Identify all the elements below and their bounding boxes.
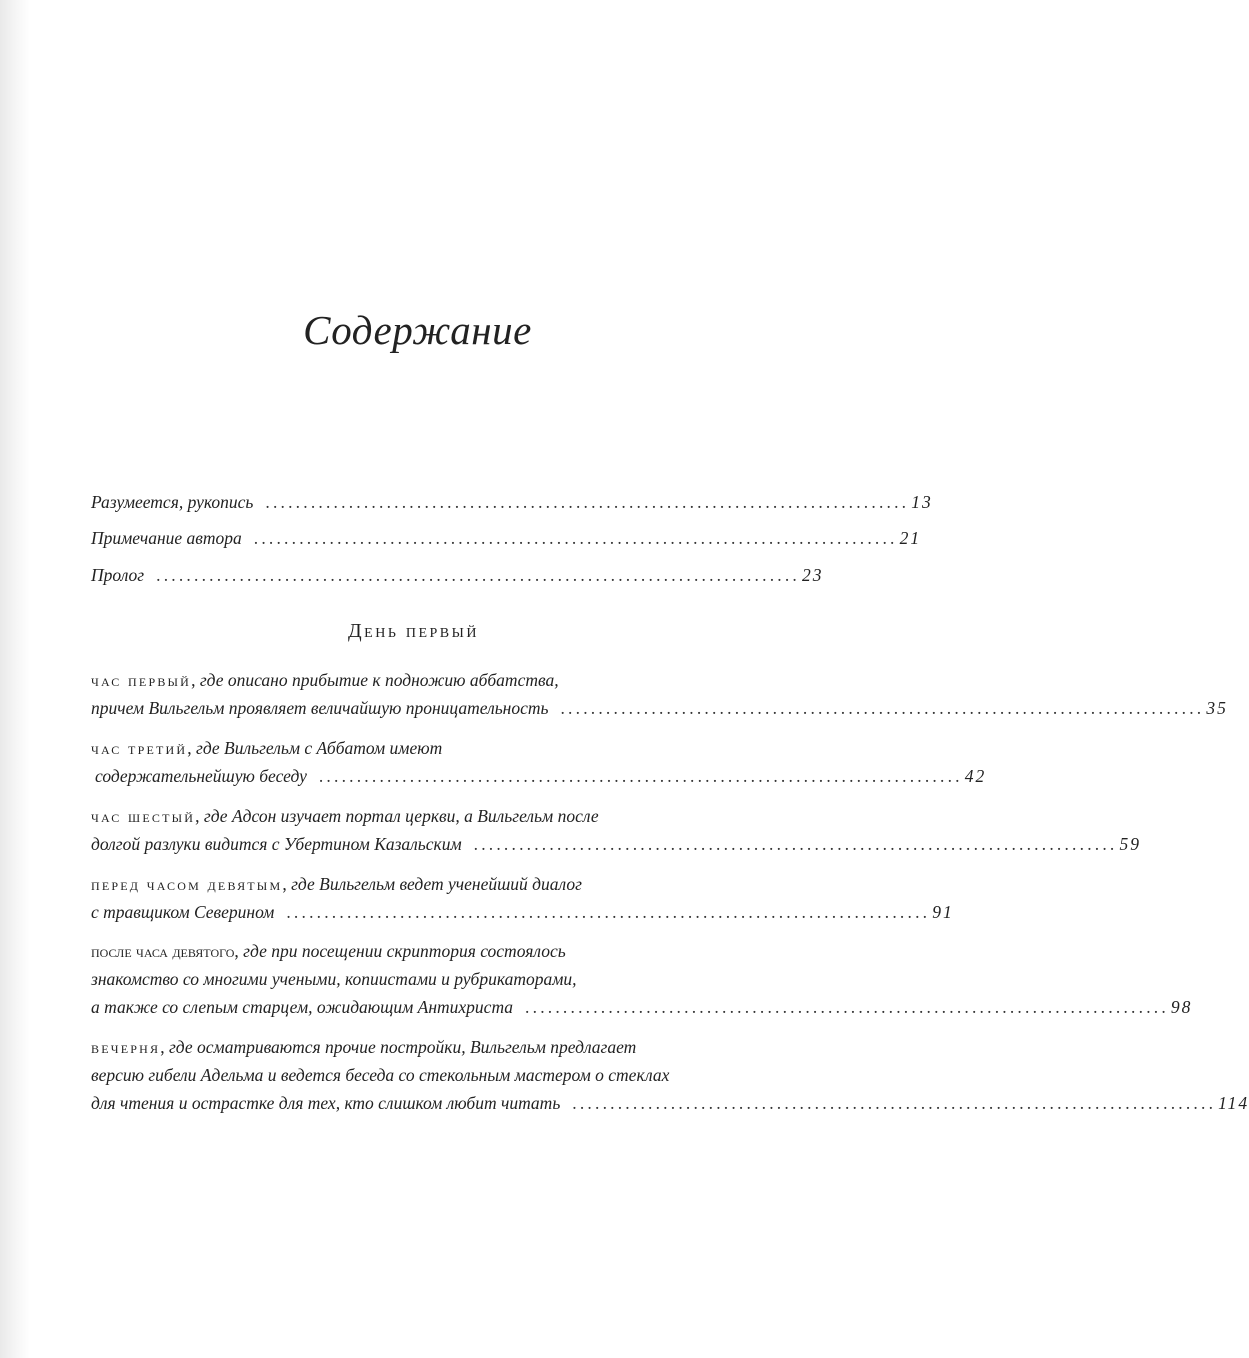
toc-page-number: 114: [1218, 1093, 1249, 1113]
dot-leader: .....................................................................................: [572, 1093, 1217, 1113]
toc-chapter-entry[interactable]: [91, 802, 1141, 858]
toc-chapter-entry[interactable]: [91, 734, 987, 790]
toc-chapter-entry[interactable]: [91, 937, 1193, 1021]
entry-description: где Вильгельм ведет ученейший диалог: [291, 874, 582, 894]
entry-first-line: [91, 937, 731, 965]
entry-description: долгой разлуки видится с Убертином Казальским: [91, 834, 462, 854]
toc-entry-title: Разумеется, рукопись: [91, 492, 254, 512]
hour-label: перед часом девятым: [91, 874, 283, 894]
entry-first-line: [91, 870, 731, 898]
entry-middle-line: версию гибели Адельма и ведется беседа со стекольным мастером о стеклах: [91, 1065, 670, 1085]
entry-last-line: [91, 694, 1228, 722]
entry-description: причем Вильгельм проявляет величайшую проницательность: [91, 698, 549, 718]
comma: ,: [187, 738, 192, 758]
hour-label: час шестый: [91, 806, 196, 826]
toc-page-number: 98: [1170, 997, 1193, 1017]
hour-label: час третий: [91, 738, 188, 758]
comma: ,: [195, 806, 200, 826]
entry-last-line: [91, 993, 1193, 1021]
dot-leader: .....................................................................................: [318, 766, 963, 786]
entry-last-line: [91, 762, 987, 790]
dot-leader: .....................................................................................: [253, 528, 898, 548]
toc-page-number: 35: [1206, 698, 1228, 718]
toc-page-number: 59: [1119, 834, 1141, 854]
toc-entry-title: Примечание автора: [91, 528, 242, 548]
toc-entry[interactable]: [91, 524, 922, 552]
day-heading: День первый: [348, 620, 479, 642]
entry-description: для чтения и острастке для тех, кто слишком любит читать: [91, 1093, 561, 1113]
toc-entry[interactable]: [91, 561, 824, 589]
dot-leader: .....................................................................................: [560, 698, 1205, 718]
entry-description: содержательнейшую беседу: [95, 766, 307, 786]
dot-leader: .....................................................................................: [286, 902, 931, 922]
dot-leader: .....................................................................................: [156, 565, 800, 585]
toc-page-number: 13: [911, 492, 933, 512]
comma: ,: [282, 874, 287, 894]
hour-label: после часа девятого: [91, 941, 235, 961]
entry-description: с травщиком Северином: [91, 902, 275, 922]
entry-description: где при посещении скриптория состоялось: [243, 941, 566, 961]
dot-leader: .....................................................................................: [265, 492, 910, 512]
entry-first-line: [91, 666, 731, 694]
front-matter-list: [91, 488, 933, 589]
entry-description: где Вильгельм с Аббатом имеют: [196, 738, 443, 758]
comma: ,: [191, 670, 196, 690]
entry-first-line: [91, 802, 731, 830]
toc-chapter-entry[interactable]: [91, 870, 954, 926]
hour-label: вечерня: [91, 1037, 161, 1057]
entry-middle-line: знакомство со многими учеными, копиистами и рубрикаторами,: [91, 969, 577, 989]
toc-chapter-entry[interactable]: [91, 1033, 1249, 1117]
entry-description: где осматриваются прочие постройки, Вильгельм предлагает: [168, 1037, 637, 1057]
entry-last-line: [91, 1089, 1249, 1117]
toc-page-number: 91: [932, 902, 954, 922]
toc-page-number: 21: [899, 528, 922, 548]
comma: ,: [160, 1037, 165, 1057]
toc-chapter-entry[interactable]: [91, 666, 1228, 722]
entry-description: где описано прибытие к подножию аббатства,: [199, 670, 559, 690]
entry-first-line: [91, 734, 731, 762]
page-title: Содержание: [303, 307, 532, 353]
entry-first-line: [91, 1033, 731, 1061]
comma: ,: [234, 941, 239, 961]
toc-entry-title: Пролог: [91, 565, 145, 585]
toc-entry[interactable]: [91, 488, 933, 516]
entry-description: а также со слепым старцем, ожидающим Антихриста: [91, 997, 514, 1017]
dot-leader: .....................................................................................: [525, 997, 1169, 1017]
entry-last-line: [91, 898, 954, 926]
toc-page-number: 42: [964, 766, 987, 786]
entry-description: где Адсон изучает портал церкви, а Вильгельм после: [203, 806, 599, 826]
entry-last-line: [91, 830, 1141, 858]
hour-label: час первый: [91, 670, 192, 690]
page-edge-shadow: [0, 0, 30, 1358]
toc-page-number: 23: [802, 565, 824, 585]
dot-leader: .....................................................................................: [473, 834, 1118, 854]
